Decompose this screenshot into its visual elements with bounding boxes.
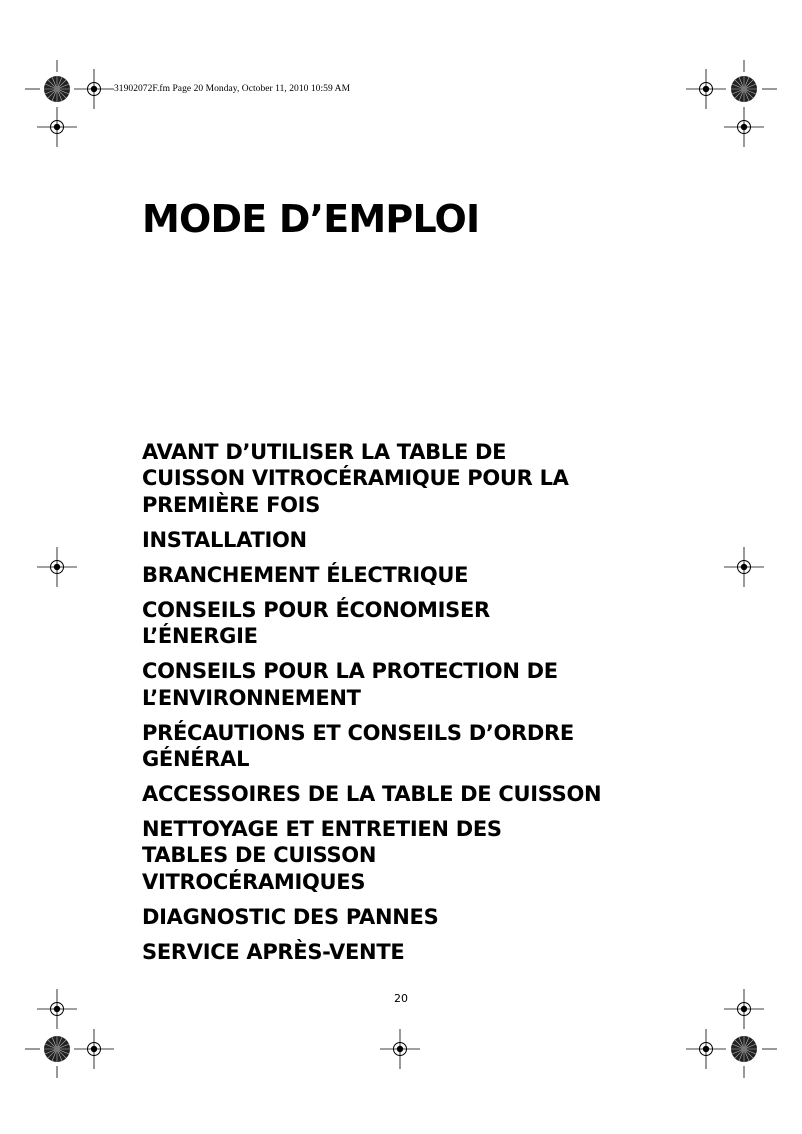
page-title: MODE D’EMPLOI (142, 197, 480, 241)
toc-item-precautions: PRÉCAUTIONS ET CONSEILS D’ORDRE GÉNÉRAL (142, 720, 574, 772)
page-number: 20 (394, 992, 408, 1005)
crosshair-mark-bottom-left (74, 1029, 114, 1069)
toc-item-environment: CONSEILS POUR LA PROTECTION DE L’ENVIRONNEMENT (142, 659, 558, 710)
starburst-mark-top-left (44, 76, 70, 102)
crosshair-mark-left-middle (37, 547, 77, 587)
file-header-stamp: 31902072F.fm Page 20 Monday, October 11, 2010 10:59 AM (114, 84, 351, 94)
toc-item-troubleshooting: DIAGNOSTIC DES PANNES (142, 904, 439, 929)
crosshair-mark-right-lower (724, 989, 764, 1029)
crosshair-mark-bottom-right (686, 1029, 726, 1069)
starburst-mark-bottom-right (731, 1036, 757, 1062)
toc-item-electrical-connection: BRANCHEMENT ÉLECTRIQUE (142, 562, 469, 587)
table-of-contents (142, 439, 682, 974)
crosshair-mark-right-middle (724, 547, 764, 587)
crosshair-mark-top-left (74, 69, 114, 109)
toc-item-after-sales: SERVICE APRÈS-VENTE (142, 939, 405, 964)
starburst-mark-bottom-left (44, 1036, 70, 1062)
crosshair-mark-right-upper (724, 107, 764, 147)
crosshair-mark-top-right (686, 69, 726, 109)
toc-item-installation: INSTALLATION (142, 527, 307, 552)
toc-item-first-use: AVANT D’UTILISER LA TABLE DE CUISSON VITROCÉRAMIQUE POUR LA PREMIÈRE FOIS (142, 440, 569, 517)
crosshair-mark-left-upper (37, 107, 77, 147)
toc-item-cleaning: NETTOYAGE ET ENTRETIEN DES TABLES DE CUISSON VITROCÉRAMIQUES (142, 817, 502, 894)
starburst-mark-top-right (731, 76, 757, 102)
crosshair-mark-bottom-center (380, 1029, 420, 1069)
crosshair-mark-left-lower (37, 989, 77, 1029)
toc-item-energy-saving: CONSEILS POUR ÉCONOMISER L’ÉNERGIE (142, 597, 490, 649)
toc-item-accessories: ACCESSOIRES DE LA TABLE DE CUISSON (142, 782, 602, 807)
